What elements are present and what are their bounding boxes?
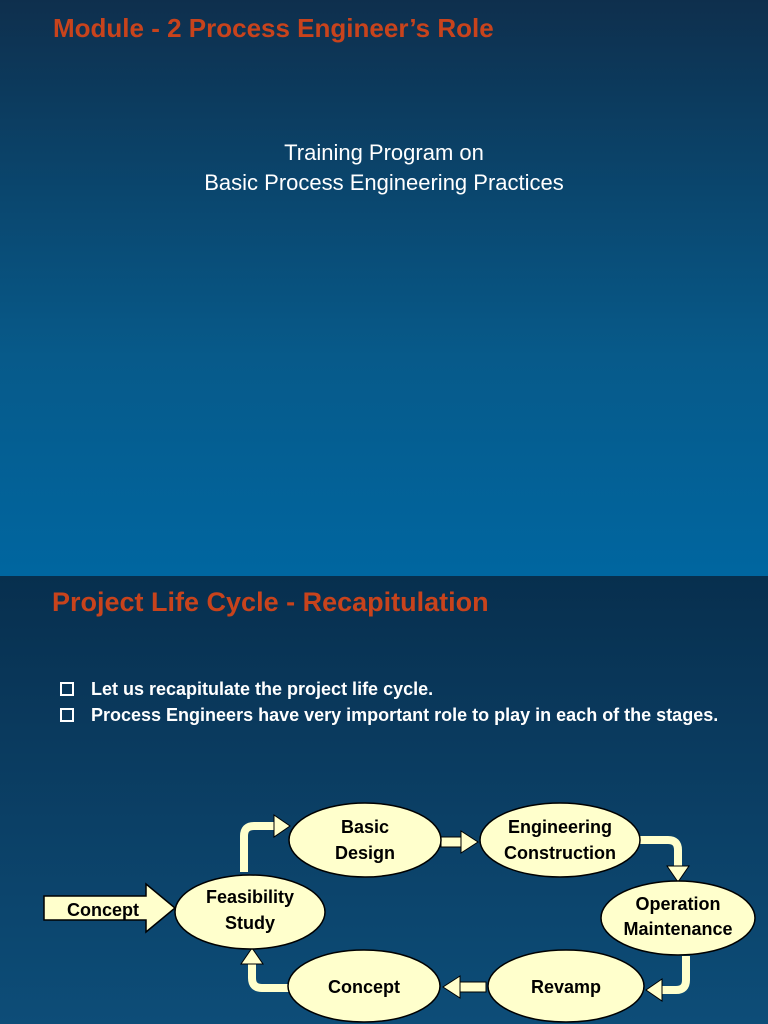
node-feasibility-study <box>175 875 325 949</box>
node-concept <box>288 950 440 1022</box>
node-basic-design <box>289 803 441 877</box>
subtitle-line-1: Training Program on <box>284 140 484 165</box>
node-label: Feasibility <box>205 887 295 907</box>
node-label: Revamp <box>530 977 602 997</box>
node-engineering-construction <box>480 803 640 877</box>
node-operation-maintenance <box>601 881 755 955</box>
node-revamp <box>488 950 644 1022</box>
module-title: Module - 2 Process Engineer’s Role <box>53 13 494 43</box>
node-label: Basic <box>340 817 390 837</box>
bullet-text: Process Engineers have very important role to play in each of the stages. <box>91 705 719 725</box>
entry-arrow <box>44 884 175 932</box>
entry-arrow-label: Concept <box>67 900 139 920</box>
node-label: Design <box>334 843 396 863</box>
life-cycle-diagram <box>0 576 768 1024</box>
bullet-text: Let us recapitulate the project life cycle. <box>91 679 434 699</box>
life-cycle-slide <box>0 576 768 1024</box>
subtitle-line-2: Basic Process Engineering Practices <box>204 170 564 195</box>
node-label: Construction <box>504 843 616 863</box>
node-label: Study <box>224 913 276 933</box>
node-label: Maintenance <box>623 919 733 939</box>
node-label: Operation <box>635 894 721 914</box>
slide-title: Project Life Cycle - Recapitulation <box>52 587 489 617</box>
node-label: Concept <box>328 977 400 997</box>
node-label: Engineering <box>507 817 613 837</box>
